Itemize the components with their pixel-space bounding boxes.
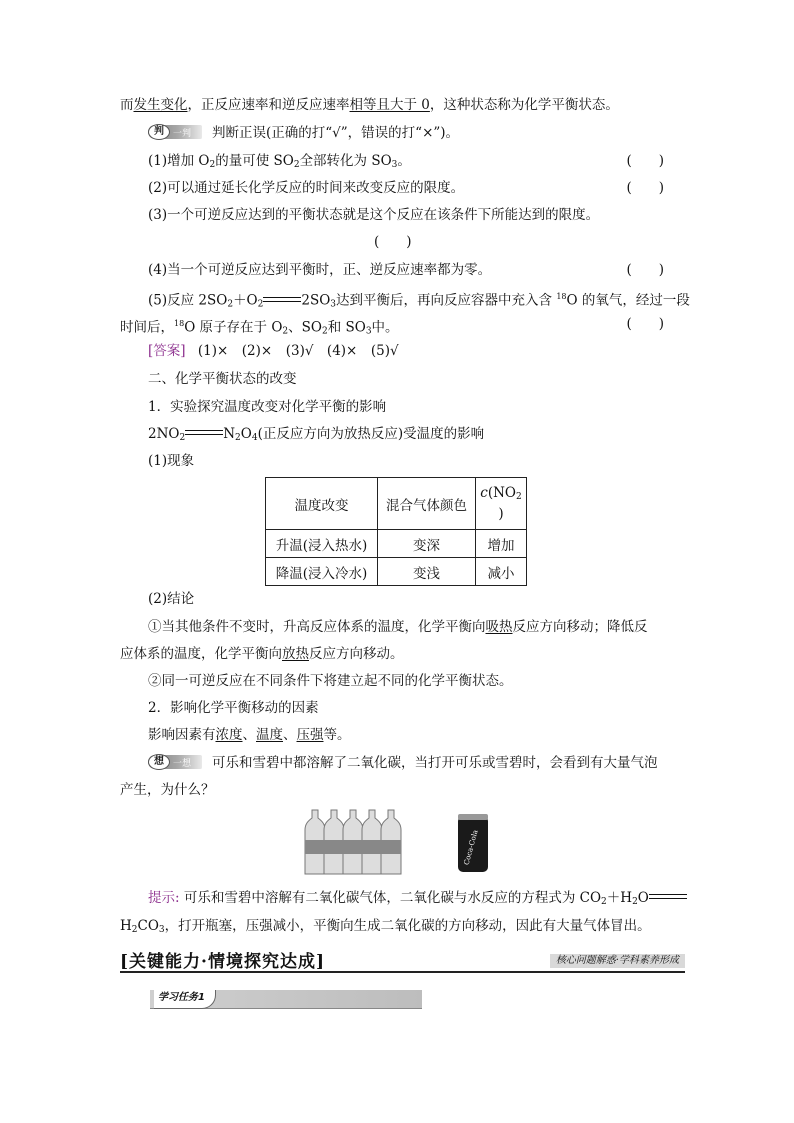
banner-subtitle: 核心问题解惑·学科素养形成 xyxy=(550,954,685,968)
judge-item-4: (4)当一个可逆反应达到平衡时，正、逆反应速率都为零。 xyxy=(148,262,492,278)
table-row: 降温(浸入冷水) 变浅 减小 xyxy=(266,558,527,586)
answer-line: [答案] (1)× (2)× (3)√ (4)× (5)√ xyxy=(148,343,399,359)
hint-line: 提示: 可乐和雪碧中溶解有二氧化碳气体，二氧化碳与水反应的方程式为 $CO_2+H_2O$ xyxy=(148,889,687,911)
phenomenon-table xyxy=(265,477,527,586)
think-badge-icon: 想 一想 xyxy=(148,755,202,769)
can-logo: Coca-Cola xyxy=(462,829,480,866)
subsection-2: 2．影响化学平衡移动的因素 xyxy=(148,700,319,716)
equilibrium-arrow-icon xyxy=(185,430,223,436)
hint-line-cont: $H_2CO_3$，打开瓶塞，压强减小，平衡向生成二氧化碳的方向移动，因此有大量气体冒出。 xyxy=(120,918,651,935)
phenomenon-label: (1)现象 xyxy=(148,453,195,469)
equilibrium-arrow-icon xyxy=(649,894,687,900)
conclusion-2: ②同一可逆反应在不同条件下将建立起不同的化学平衡状态。 xyxy=(148,673,513,689)
judge-item-2: (2)可以通过延长化学反应的时间来改变反应的限度。 xyxy=(148,180,465,196)
section-title: 二、化学平衡状态的改变 xyxy=(148,371,297,387)
judge-badge-icon: 判 一判 xyxy=(148,125,202,139)
conclusion-label: (2)结论 xyxy=(148,591,195,607)
answer-paren: ( ) xyxy=(374,234,412,250)
conclusion-1: ①当其他条件不变时，升高反应体系的温度，化学平衡向吸热反应方向移动；降低反 xyxy=(148,619,648,635)
subsection-1: 1．实验探究温度改变对化学平衡的影响 xyxy=(148,399,387,415)
table-row: 升温(浸入热水) 变深 增加 xyxy=(266,530,527,558)
answer-paren: ( ) xyxy=(626,316,664,332)
answer-label: [答案] xyxy=(148,343,186,359)
think-question-cont: 产生，为什么？ xyxy=(120,782,215,798)
banner-title: [关键能力·情境探究达成] xyxy=(120,952,326,972)
judge-item-5-cont: 时间后，$^{18}$O 原子存在于 $O_2$、$SO_2$和 $SO_3$中。 xyxy=(120,319,399,337)
answer-paren: ( ) xyxy=(626,153,664,169)
equilibrium-arrow-icon xyxy=(263,297,301,303)
learning-task-tag xyxy=(150,990,422,1009)
table-header: 温度改变 xyxy=(266,478,378,530)
think-question: 想 一想 可乐和雪碧中都溶解了二氧化碳，当打开可乐或雪碧时，会看到有大量气泡 xyxy=(148,754,658,772)
answer-paren: ( ) xyxy=(626,262,664,278)
answer-paren: ( ) xyxy=(626,180,664,196)
intro-line: 而发生变化，正反应速率和逆反应速率相等且大于 0，这种状态称为化学平衡状态。 xyxy=(120,97,619,113)
reaction-equation: $2NO_2$ $N_2O_4$(正反应方向为放热反应)受温度的影响 xyxy=(148,426,485,443)
judge-item-1: (1)增加 $O_2$的量可使 $SO_2$全部转化为 $SO_3$。 xyxy=(148,153,411,170)
factors-line: 影响因素有浓度、温度、压强等。 xyxy=(148,727,351,743)
table-header: 混合气体颜色 xyxy=(378,478,476,530)
judge-item-5: (5)反应 $2SO_2+O_2$ $2SO_3$达到平衡后，再向反应容器中充入含 $^{18}$O 的氧气，经过一段 xyxy=(148,292,690,310)
table-header: $c(NO_2$ ) xyxy=(476,478,527,530)
section-banner xyxy=(120,947,685,973)
learning-task-label: 学习任务1 xyxy=(154,990,216,1009)
judge-item-3: (3)一个可逆反应达到的平衡状态就是这个反应在该条件下所能达到的限度。 xyxy=(148,207,600,223)
conclusion-1-cont: 应体系的温度，化学平衡向放热反应方向移动。 xyxy=(120,646,404,662)
hint-label: 提示: xyxy=(148,890,180,906)
soda-bottles-image xyxy=(300,808,500,876)
judge-heading: 判 一判 判断正误(正确的打“√”，错误的打“×”)。 xyxy=(148,124,459,142)
